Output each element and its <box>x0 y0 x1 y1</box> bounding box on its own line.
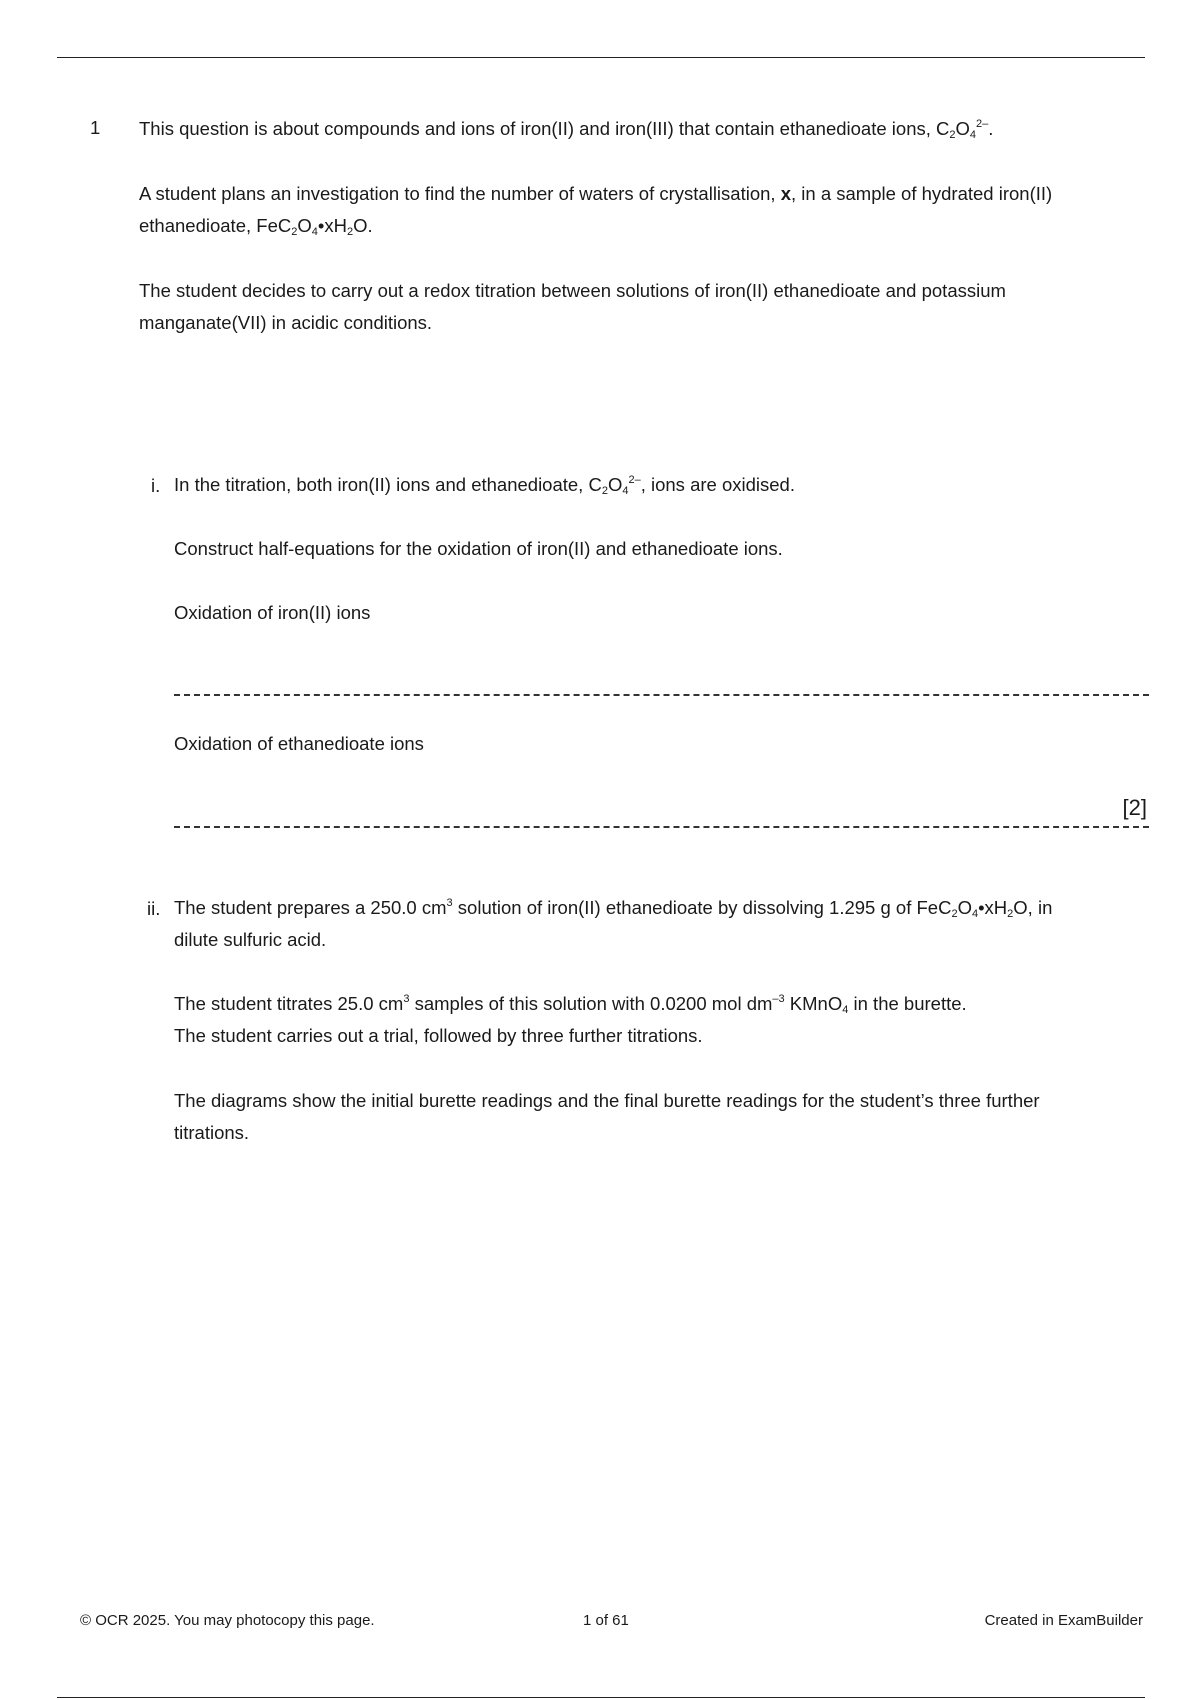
part-ii-label: ii. <box>147 898 161 919</box>
question-number: 1 <box>90 117 101 138</box>
part-i-stem: In the titration, both iron(II) ions and ethanedioate, $C_2O_4^{2-}$, ions are oxidised. <box>174 474 795 497</box>
footer-copyright: © OCR 2025. You may photocopy this page. <box>80 1612 375 1629</box>
answer-line-iron[interactable] <box>174 694 1149 696</box>
footer-page-number: 1 of 61 <box>583 1612 629 1629</box>
question-context: A student plans an investigation to find the number of waters of crystallisation, x, in a sample of hydrated iron(II) ethanedioate, $FeC_2O_4•xH_2O$. <box>139 183 1053 238</box>
answer-line-ethanedioate[interactable] <box>174 826 1149 828</box>
label-oxidation-ethanedioate: Oxidation of ethanedioate ions <box>174 733 424 754</box>
part-i-instruction: Construct half-equations for the oxidation of iron(II) and ethanedioate ions. <box>174 538 783 559</box>
question-intro: This question is about compounds and ions of iron(II) and iron(III) that contain ethanedioate ions, $C_2O_4^{2-}$. <box>139 118 994 141</box>
part-ii-diagrams-note: The diagrams show the initial burette readings and the final burette readings for the student’s three further titrations. <box>174 1090 1040 1143</box>
bottom-rule <box>57 1697 1145 1698</box>
marks-badge: [2] <box>1122 795 1147 820</box>
footer-credit: Created in ExamBuilder <box>984 1612 1143 1629</box>
question-method: The student decides to carry out a redox titration between solutions of iron(II) ethanedioate and potassium manganate(VII) in acidic conditions. <box>139 280 1006 333</box>
part-i-label: i. <box>151 475 161 496</box>
part-ii-titration: The student titrates 25.0 $cm^3$ samples of this solution with 0.0200 mol $dm^{-3}$ KMnO$_4$ in the burette. The student carries out a trial, followed by three further titrations. <box>174 993 967 1046</box>
top-rule <box>57 57 1145 58</box>
part-ii-preparation: The student prepares a 250.0 $cm^3$ solution of iron(II) ethanedioate by dissolving 1.295 g of $FeC_2O_4•xH_2O$, in dilute sulfuric acid. <box>174 897 1053 950</box>
label-oxidation-iron: Oxidation of iron(II) ions <box>174 602 371 623</box>
